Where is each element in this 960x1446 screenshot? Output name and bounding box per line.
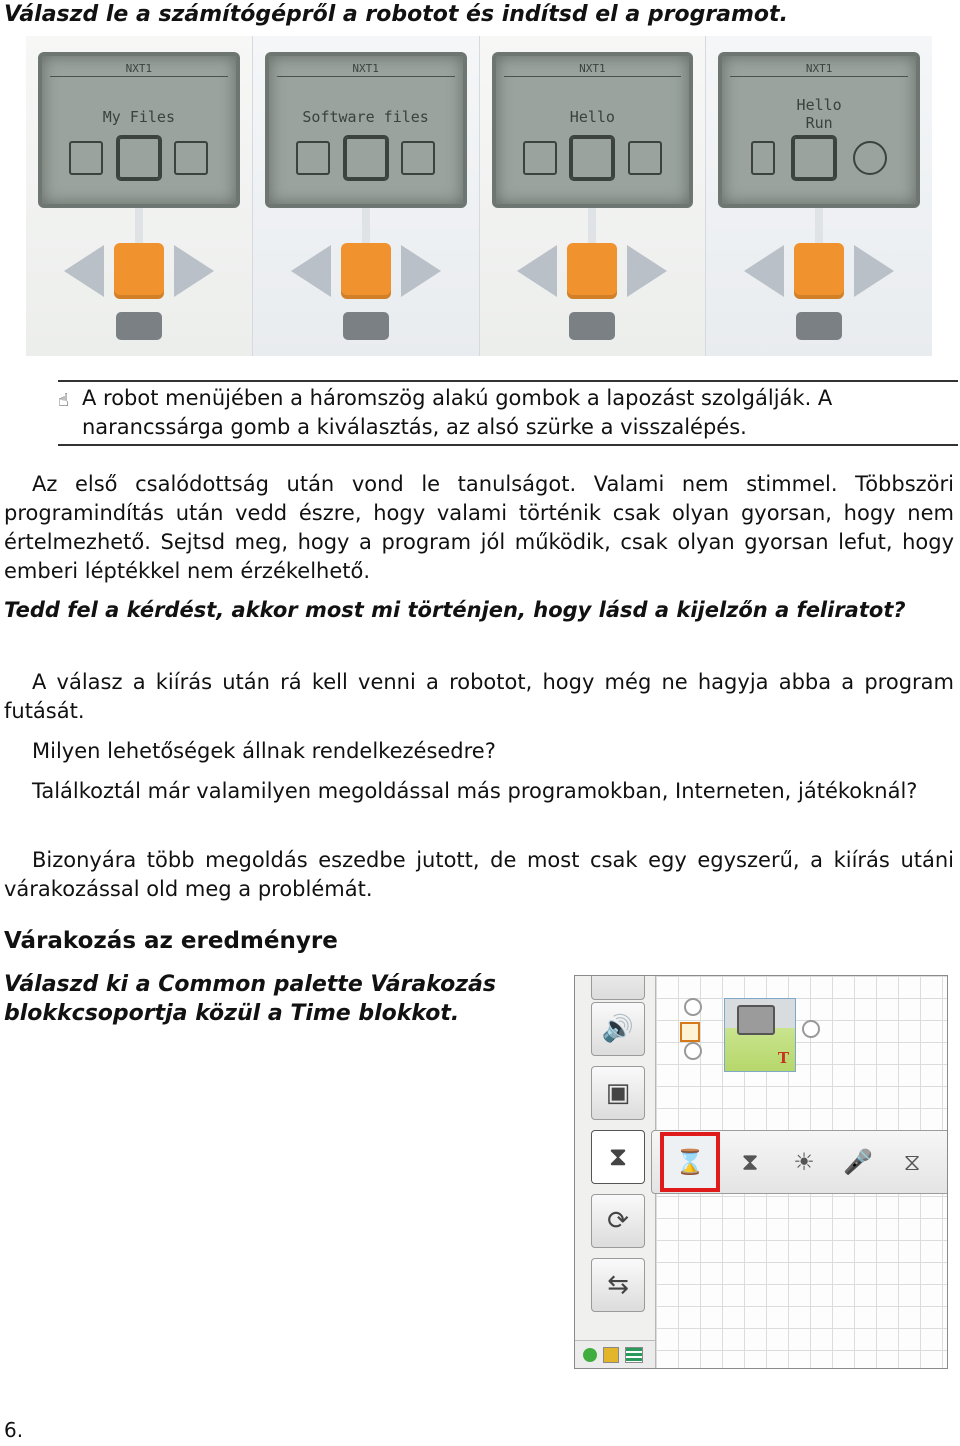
brick-photo-3 — [480, 36, 707, 356]
enter-button — [341, 243, 391, 299]
note-bottom-rule — [58, 444, 958, 446]
lcd-menu-icon-selected — [345, 137, 387, 179]
paragraph-3: Milyen lehetőségek állnak rendelkezésedre? — [32, 739, 496, 763]
page-heading: Válaszd le a számítógépről a robotot és indítsd el a programot. — [4, 2, 788, 27]
enter-button — [794, 243, 844, 299]
sequence-beam-dot — [802, 1020, 820, 1038]
lcd-screen — [492, 52, 694, 208]
question-paragraph: Tedd fel a kérdést, akkor most mi történjen, hogy lásd a kijelzőn a feliratot? — [4, 598, 906, 622]
lcd-label: Hello Run — [796, 96, 842, 132]
note-text — [58, 384, 956, 442]
left-arrow-button — [517, 245, 557, 297]
note-body: A robot menüjében a háromszög alakú gombok a lapozást szolgálják. A narancssárga gomb a kiválasztás, az alsó szürke a visszalépés. — [82, 386, 833, 439]
right-arrow-button — [854, 245, 894, 297]
lcd-label: My Files — [102, 108, 175, 126]
lcd-icons — [516, 138, 670, 178]
touch-wait-icon[interactable]: ⧗ — [741, 1148, 759, 1176]
section-heading: Várakozás az eredményre — [4, 928, 338, 954]
left-arrow-button — [291, 245, 331, 297]
right-arrow-button — [401, 245, 441, 297]
lcd-header: NXT1 — [504, 62, 682, 77]
back-button — [569, 312, 615, 340]
run-icon — [793, 137, 835, 179]
ultrasonic-wait-icon[interactable]: ⧖ — [903, 1148, 921, 1176]
lcd-menu-icon — [523, 141, 557, 175]
block-text-letter: T — [777, 1049, 789, 1067]
lcd-menu-icon — [401, 141, 435, 175]
lcd-label: Software files — [302, 108, 429, 126]
display-block-icon — [737, 1005, 775, 1035]
enter-button — [567, 243, 617, 299]
sound-sensor-wait-icon[interactable]: 🎤 — [843, 1148, 873, 1176]
lcd-screen — [265, 52, 467, 208]
light-wait-icon[interactable]: ☀ — [793, 1148, 815, 1176]
status-palette-icon[interactable] — [603, 1347, 619, 1363]
palette-top-partial[interactable] — [591, 975, 645, 1000]
switch-icon[interactable]: ⇆ — [591, 1258, 645, 1312]
pointing-hand-icon: ☝ — [58, 390, 69, 411]
page-number: 6. — [4, 1418, 24, 1442]
brick-photo-2 — [253, 36, 480, 356]
time-wait-icon[interactable]: ⌛ — [660, 1132, 720, 1192]
lcd-header: NXT1 — [730, 62, 908, 77]
section-instruction: Válaszd ki a Common palette Várakozás blokkcsoportja közül a Time blokkot. — [4, 972, 496, 1026]
wait-blocks-subpalette — [651, 1130, 948, 1194]
lcd-menu-icon-selected — [118, 137, 160, 179]
status-list-icon[interactable] — [625, 1347, 643, 1363]
right-arrow-button — [627, 245, 667, 297]
lcd-icons — [289, 138, 443, 178]
hourglass-icon[interactable]: ⧗ — [591, 1130, 645, 1184]
right-arrow-button — [174, 245, 214, 297]
brick-photo-1 — [26, 36, 253, 356]
enter-button — [114, 243, 164, 299]
send-icon — [853, 141, 887, 175]
status-dot-icon — [583, 1348, 597, 1362]
lcd-screen — [718, 52, 920, 208]
lcd-header: NXT1 — [50, 62, 228, 77]
sequence-beam-dot — [684, 1042, 702, 1060]
loop-icon[interactable]: ⟳ — [591, 1194, 645, 1248]
lcd-icons — [742, 138, 896, 178]
brick-buttons — [26, 236, 252, 306]
paragraph-2: A válasz a kiírás után rá kell venni a robotot, hogy még ne hagyja abba a program futását. — [4, 670, 954, 723]
brick-buttons — [706, 236, 932, 306]
left-arrow-button — [64, 245, 104, 297]
trash-icon — [751, 141, 775, 175]
status-bar — [575, 1340, 655, 1368]
robot-menu-photos — [26, 36, 932, 356]
lcd-header: NXT1 — [277, 62, 455, 77]
common-palette — [575, 976, 656, 1368]
sequence-beam-dot — [684, 998, 702, 1016]
start-point-icon[interactable] — [680, 1022, 700, 1042]
note-top-rule — [58, 380, 958, 382]
back-button — [116, 312, 162, 340]
left-arrow-button — [744, 245, 784, 297]
sound-icon[interactable]: 🔊 — [591, 1002, 645, 1056]
lcd-menu-icon — [628, 141, 662, 175]
lcd-menu-icon — [296, 141, 330, 175]
lcd-icons — [62, 138, 216, 178]
brick-buttons — [480, 236, 706, 306]
display-icon[interactable]: ▣ — [591, 1066, 645, 1120]
lcd-menu-icon-selected — [571, 137, 613, 179]
brick-buttons — [253, 236, 479, 306]
brick-photo-4 — [706, 36, 932, 356]
lcd-menu-icon — [69, 141, 103, 175]
back-button — [343, 312, 389, 340]
paragraph-1: Az első csalódottság után vond le tanulságot. Valami nem stimmel. Többszöri programindítás után vedd észre, hogy valami történik csak olyan gyorsan, hogy nem értelmezhető. Sejtsd meg, hogy a program jól működik, csak olyan gyorsan lefut, hogy emberi léptékkel nem érzékelhető. — [4, 472, 954, 583]
lcd-menu-icon — [174, 141, 208, 175]
lcd-screen — [38, 52, 240, 208]
lcd-label: Hello — [569, 108, 615, 126]
nxt-software-screenshot — [574, 975, 948, 1369]
paragraph-4: Találkoztál már valamilyen megoldással más programokban, Interneten, játékoknál? — [32, 779, 918, 803]
back-button — [796, 312, 842, 340]
display-block[interactable] — [724, 998, 796, 1072]
paragraph-5: Bizonyára több megoldás eszedbe jutott, de most csak egy egyszerű, a kiírás utáni várakozással old meg a problémát. — [4, 848, 954, 901]
